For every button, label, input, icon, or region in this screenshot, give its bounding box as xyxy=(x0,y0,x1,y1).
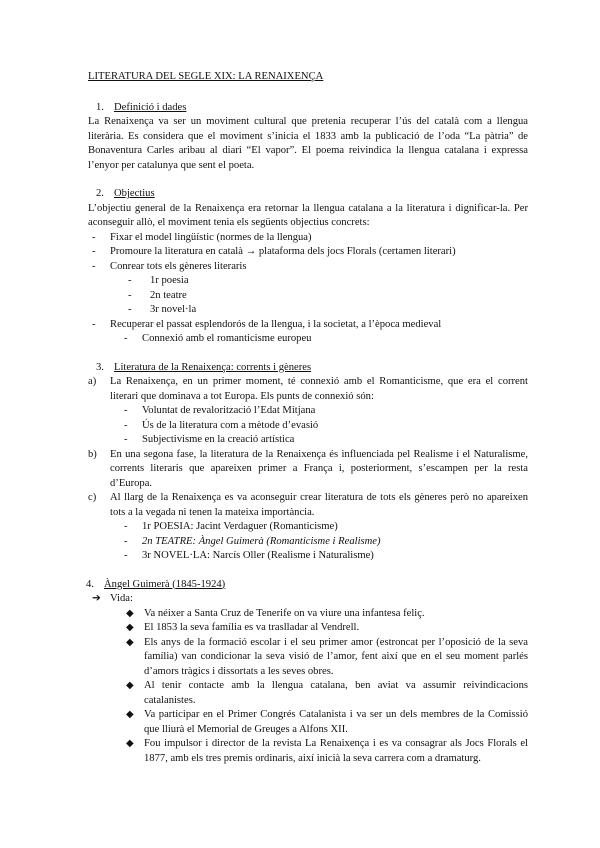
point-b xyxy=(88,448,528,492)
point-b-marker: b) xyxy=(88,448,97,460)
point-c xyxy=(88,491,528,520)
arrow-icon: ➔ xyxy=(92,593,101,604)
point-a-text: La Renaixença, en un primer moment, té connexió amb el Romanticisme, que era el corrent literari que dominava a tot Europa. Els punts de connexió són: xyxy=(110,376,528,402)
list-item: - 1r POESIA: Jacint Verdaguer (Romanticisme) xyxy=(88,520,528,535)
section-1-number: 1. xyxy=(96,101,104,113)
list-item: - Promoure la literatura en català → plataforma dels jocs Florals (certamen literari) xyxy=(88,245,528,260)
point-a xyxy=(88,375,528,404)
list-item: - Connexió amb el romanticisme europeu xyxy=(88,332,528,347)
list-item: - 3r NOVEL·LA: Narcís Oller (Realisme i Naturalisme) xyxy=(88,549,528,564)
section-3-number: 3. xyxy=(96,361,104,373)
section-1-title: Definició i dades xyxy=(114,101,187,113)
section-1-text: La Renaixença va ser un moviment cultural que pretenia recuperar l’ús del català com a llengua literària. Es considera que el moviment s’inicia el 1833 amb la publicació de l’oda “La pàtria” de Bonaventura Carles aribau al diari “El vapor”. El poema reivindica la llengua catalana i expressa l’enyor per catalunya que sent el poeta. xyxy=(88,116,528,171)
diamond-icon: ◆ xyxy=(126,607,134,619)
section-2-heading xyxy=(96,187,528,202)
section-4-title: Àngel Guimerà (1845-1924) xyxy=(104,578,226,590)
list-item: - 3r novel·la xyxy=(88,303,528,318)
section-2-number: 2. xyxy=(96,188,104,199)
connection-points-list xyxy=(88,404,528,448)
point-c-text: Al llarg de la Renaixença es va aconseguir crear literatura de tots els gèneres però no apareixen tots a la vegada ni tenen la mateixa importància. xyxy=(110,492,528,518)
section-2-text: L’objectiu general de la Renaixença era retornar la llengua catalana a la literatura i dignificar-la. Per aconseguir allò, el moviment tenia els següents objectius concrets: xyxy=(88,202,528,228)
list-item: ◆ Va participar en el Primer Congrés Catalanista i va ser un dels membres de la Comissió que lliurà el Memorial de Greuges a Alfons XII. xyxy=(126,709,528,735)
objectives-list xyxy=(88,231,528,275)
section-4-heading xyxy=(86,578,528,593)
diamond-icon: ◆ xyxy=(126,636,134,648)
genres-list xyxy=(88,274,528,318)
list-item: ◆ El 1853 la seva família es va traslladar al Vendrell. xyxy=(88,621,528,636)
objective-sublist xyxy=(88,332,528,347)
list-item: - Recuperar el passat esplendorós de la llengua, i la societat, a l’època medieval xyxy=(88,318,528,333)
diamond-icon: ◆ xyxy=(126,709,134,720)
list-item: - Subjectivisme en la creació artística xyxy=(88,433,528,448)
list-item: - Conrear tots els gèneres literaris xyxy=(88,260,528,275)
section-4-number: 4. xyxy=(86,578,94,590)
point-b-text: En una segona fase, la literatura de la Renaixença és influenciada pel Realisme i el Naturalisme, corrents literaris que apareixen primer a França i, posteriorment, s’escampen per la resta d’Europa. xyxy=(110,448,528,489)
list-item: ◆ Va néixer a Santa Cruz de Tenerife on va viure una infantesa feliç. xyxy=(88,607,528,622)
genres-authors-list xyxy=(88,520,528,564)
list-item: ◆ Els anys de la formació escolar i el seu primer amor (estroncat per l’oposició de la seva família) van condicionar la seva visió de l’amor, fent així que en el seu moment parlés d’amors tràgics i dissortats a les seves obres. xyxy=(126,636,528,677)
biography-list xyxy=(88,607,528,767)
section-2-title: Objectius xyxy=(114,188,155,199)
vida-row xyxy=(88,592,528,607)
section-3-title: Literatura de la Renaixença: corrents i gèneres xyxy=(114,361,312,373)
document-title: LITERATURA DEL SEGLE XIX: LA RENAIXENÇA xyxy=(88,71,324,82)
point-a-marker: a) xyxy=(88,376,97,387)
section-3-heading xyxy=(96,361,528,376)
list-item: - 2n TEATRE: Àngel Guimerà (Romanticisme i Realisme) xyxy=(88,535,528,550)
diamond-icon: ◆ xyxy=(126,622,134,633)
diamond-icon: ◆ xyxy=(126,738,134,749)
list-item: ◆ Fou impulsor i director de la revista La Renaixença i es va consagrar als Jocs Florals el 1877, amb els tres premis ordinaris, així inicià la seva carrera com a dramaturg. xyxy=(126,738,528,764)
diamond-icon: ◆ xyxy=(126,680,134,691)
list-item: - 1r poesia xyxy=(88,274,528,289)
list-item: - Fixar el model lingüístic (normes de la llengua) xyxy=(88,231,528,246)
point-c-marker: c) xyxy=(88,492,97,503)
list-item: - Voluntat de revalorització l’Edat Mitjana xyxy=(88,404,528,419)
objectives-list-cont xyxy=(88,318,528,333)
document-page xyxy=(88,70,528,766)
list-item: - Ús de la literatura com a mètode d’evasió xyxy=(88,419,528,434)
section-1-heading xyxy=(96,101,528,116)
list-item: - 2n teatre xyxy=(88,289,528,304)
vida-label: Vida: xyxy=(110,593,133,604)
list-item: ◆ Al tenir contacte amb la llengua catalana, ben aviat va assumir reivindicacions catalanistes. xyxy=(126,680,528,706)
